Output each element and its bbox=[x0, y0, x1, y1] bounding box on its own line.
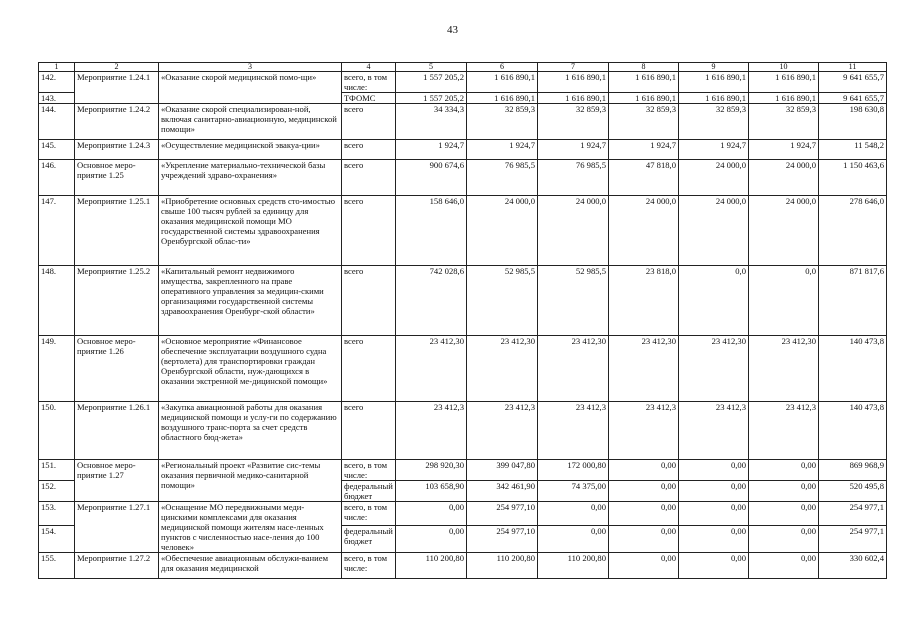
event-name-cell: «Обеспечение авиационным обслужи-ванием для оказания медицинской bbox=[159, 553, 342, 579]
row-number-cell: 154. bbox=[39, 526, 75, 553]
total-cell: 1 150 463,6 bbox=[819, 160, 887, 196]
funding-source-cell: всего bbox=[342, 140, 396, 160]
funding-source-cell: всего bbox=[342, 160, 396, 196]
year-value-cell: 24 000,0 bbox=[538, 196, 609, 266]
funding-source-cell: всего bbox=[342, 196, 396, 266]
column-header: 3 bbox=[159, 63, 342, 72]
year-value-cell: 342 461,90 bbox=[467, 481, 538, 502]
table-row bbox=[39, 160, 887, 196]
total-cell: 869 968,9 bbox=[819, 460, 887, 481]
event-name-cell: «Осуществление медицинской эвакуа-ции» bbox=[159, 140, 342, 160]
year-value-cell: 298 920,30 bbox=[396, 460, 467, 481]
year-value-cell: 24 000,0 bbox=[609, 196, 679, 266]
funding-source-cell: всего, в том числе: bbox=[342, 553, 396, 579]
total-cell: 330 602,4 bbox=[819, 553, 887, 579]
year-value-cell: 0,0 bbox=[749, 266, 819, 336]
total-cell: 278 646,0 bbox=[819, 196, 887, 266]
year-value-cell: 1 616 890,1 bbox=[749, 93, 819, 104]
event-cell: Мероприятие 1.24.1 bbox=[75, 72, 159, 104]
column-header: 10 bbox=[749, 63, 819, 72]
funding-source-cell: всего, в том числе: bbox=[342, 460, 396, 481]
year-value-cell: 0,00 bbox=[749, 481, 819, 502]
row-number-cell: 144. bbox=[39, 104, 75, 140]
year-value-cell: 24 000,0 bbox=[679, 160, 749, 196]
table-row bbox=[39, 266, 887, 336]
year-value-cell: 254 977,10 bbox=[467, 502, 538, 526]
event-cell: Мероприятие 1.26.1 bbox=[75, 402, 159, 460]
column-header: 4 bbox=[342, 63, 396, 72]
year-value-cell: 23 412,30 bbox=[396, 336, 467, 402]
event-cell: Основное меро-приятие 1.25 bbox=[75, 160, 159, 196]
table-row bbox=[39, 140, 887, 160]
table-row bbox=[39, 104, 887, 140]
total-cell: 9 641 655,7 bbox=[819, 93, 887, 104]
funding-source-cell: всего bbox=[342, 336, 396, 402]
funding-source-cell: всего bbox=[342, 402, 396, 460]
year-value-cell: 23 412,3 bbox=[749, 402, 819, 460]
year-value-cell: 0,00 bbox=[749, 460, 819, 481]
year-value-cell: 0,00 bbox=[609, 460, 679, 481]
year-value-cell: 0,00 bbox=[538, 526, 609, 553]
column-header: 8 bbox=[609, 63, 679, 72]
event-name-cell: «Капитальный ремонт недвижимого имущества, закрепленного на праве оперативного управления за медицин-скими организациями государственной системы здравоохранения Оренбург-ской области» bbox=[159, 266, 342, 336]
funding-source-cell: всего bbox=[342, 104, 396, 140]
year-value-cell: 24 000,0 bbox=[467, 196, 538, 266]
total-cell: 140 473,8 bbox=[819, 336, 887, 402]
table-row bbox=[39, 402, 887, 460]
row-number-cell: 150. bbox=[39, 402, 75, 460]
event-cell: Мероприятие 1.27.1 bbox=[75, 502, 159, 553]
year-value-cell: 1 616 890,1 bbox=[679, 93, 749, 104]
year-value-cell: 0,00 bbox=[679, 553, 749, 579]
row-number-cell: 142. bbox=[39, 72, 75, 93]
year-value-cell: 0,00 bbox=[679, 526, 749, 553]
event-name-cell: «Региональный проект «Развитие сис-темы оказания первичной медико-санитарной помощи» bbox=[159, 460, 342, 502]
event-cell: Основное меро-приятие 1.27 bbox=[75, 460, 159, 502]
year-value-cell: 23 412,3 bbox=[538, 402, 609, 460]
year-value-cell: 0,00 bbox=[609, 502, 679, 526]
year-value-cell: 0,00 bbox=[609, 553, 679, 579]
year-value-cell: 0,00 bbox=[538, 502, 609, 526]
year-value-cell: 0,0 bbox=[679, 266, 749, 336]
total-cell: 9 641 655,7 bbox=[819, 72, 887, 93]
table-row bbox=[39, 72, 887, 93]
year-value-cell: 1 557 205,2 bbox=[396, 93, 467, 104]
year-value-cell: 0,00 bbox=[749, 502, 819, 526]
event-name-cell: «Оказание скорой медицинской помо-щи» bbox=[159, 72, 342, 104]
table-row bbox=[39, 502, 887, 526]
year-value-cell: 0,00 bbox=[609, 526, 679, 553]
table-row bbox=[39, 460, 887, 481]
year-value-cell: 1 616 890,1 bbox=[609, 93, 679, 104]
column-header: 9 bbox=[679, 63, 749, 72]
event-cell: Основное меро-приятие 1.26 bbox=[75, 336, 159, 402]
year-value-cell: 900 674,6 bbox=[396, 160, 467, 196]
row-number-cell: 147. bbox=[39, 196, 75, 266]
year-value-cell: 32 859,3 bbox=[679, 104, 749, 140]
event-cell: Мероприятие 1.25.1 bbox=[75, 196, 159, 266]
year-value-cell: 23 412,30 bbox=[679, 336, 749, 402]
column-header: 1 bbox=[39, 63, 75, 72]
year-value-cell: 172 000,80 bbox=[538, 460, 609, 481]
event-name-cell: «Закупка авиационной работы для оказания медицинской помощи и услу-ги по содержанию воздушного транс-порта за счет средств областного бюд-жета» bbox=[159, 402, 342, 460]
funding-source-cell: всего bbox=[342, 266, 396, 336]
year-value-cell: 23 412,3 bbox=[467, 402, 538, 460]
year-value-cell: 76 985,5 bbox=[467, 160, 538, 196]
year-value-cell: 1 616 890,1 bbox=[679, 72, 749, 93]
year-value-cell: 0,00 bbox=[396, 502, 467, 526]
column-header: 7 bbox=[538, 63, 609, 72]
year-value-cell: 23 412,30 bbox=[749, 336, 819, 402]
funding-source-cell: всего, в том числе: bbox=[342, 72, 396, 93]
event-cell: Мероприятие 1.24.3 bbox=[75, 140, 159, 160]
year-value-cell: 1 616 890,1 bbox=[538, 93, 609, 104]
year-value-cell: 76 985,5 bbox=[538, 160, 609, 196]
total-cell: 11 548,2 bbox=[819, 140, 887, 160]
event-name-cell: «Оказание скорой специализирован-ной, включая санитарно-авиационную, медицинской помощи» bbox=[159, 104, 342, 140]
year-value-cell: 110 200,80 bbox=[467, 553, 538, 579]
funding-source-cell: ТФОМС bbox=[342, 93, 396, 104]
year-value-cell: 1 616 890,1 bbox=[467, 72, 538, 93]
year-value-cell: 23 412,30 bbox=[467, 336, 538, 402]
year-value-cell: 32 859,3 bbox=[609, 104, 679, 140]
year-value-cell: 1 616 890,1 bbox=[467, 93, 538, 104]
year-value-cell: 23 412,3 bbox=[609, 402, 679, 460]
row-number-cell: 145. bbox=[39, 140, 75, 160]
budget-table bbox=[38, 62, 887, 579]
total-cell: 520 495,8 bbox=[819, 481, 887, 502]
event-name-cell: «Оснащение МО передвижными меди-цинскими комплексами для оказания медицинской помощи жителям насе-ленных пунктов с численностью насе-ления до 100 человек» bbox=[159, 502, 342, 553]
year-value-cell: 1 616 890,1 bbox=[609, 72, 679, 93]
year-value-cell: 0,00 bbox=[396, 526, 467, 553]
column-header: 11 bbox=[819, 63, 887, 72]
year-value-cell: 34 334,3 bbox=[396, 104, 467, 140]
year-value-cell: 74 375,00 bbox=[538, 481, 609, 502]
table-row bbox=[39, 336, 887, 402]
event-name-cell: «Приобретение основных средств сто-имостью свыше 100 тысяч рублей за единицу для оказания медицинской помощи МО государственной системы здравоохранения Оренбургской облас-ти» bbox=[159, 196, 342, 266]
funding-source-cell: федеральный бюджет bbox=[342, 526, 396, 553]
year-value-cell: 110 200,80 bbox=[396, 553, 467, 579]
row-number-cell: 152. bbox=[39, 481, 75, 502]
year-value-cell: 47 818,0 bbox=[609, 160, 679, 196]
year-value-cell: 158 646,0 bbox=[396, 196, 467, 266]
year-value-cell: 23 412,30 bbox=[609, 336, 679, 402]
column-header: 2 bbox=[75, 63, 159, 72]
year-value-cell: 1 924,7 bbox=[538, 140, 609, 160]
funding-source-cell: всего, в том числе: bbox=[342, 502, 396, 526]
total-cell: 198 630,8 bbox=[819, 104, 887, 140]
year-value-cell: 0,00 bbox=[749, 526, 819, 553]
page-number: 43 bbox=[447, 24, 458, 36]
year-value-cell: 110 200,80 bbox=[538, 553, 609, 579]
year-value-cell: 52 985,5 bbox=[538, 266, 609, 336]
year-value-cell: 0,00 bbox=[679, 460, 749, 481]
event-cell: Мероприятие 1.24.2 bbox=[75, 104, 159, 140]
year-value-cell: 103 658,90 bbox=[396, 481, 467, 502]
year-value-cell: 32 859,3 bbox=[467, 104, 538, 140]
header-row bbox=[39, 63, 887, 72]
year-value-cell: 1 924,7 bbox=[396, 140, 467, 160]
column-header: 6 bbox=[467, 63, 538, 72]
year-value-cell: 1 616 890,1 bbox=[538, 72, 609, 93]
year-value-cell: 0,00 bbox=[749, 553, 819, 579]
total-cell: 871 817,6 bbox=[819, 266, 887, 336]
event-name-cell: «Основное мероприятие «Финансовое обеспечение эксплуатации воздушного судна (вертолета) для транспортировки граждан Оренбургской области, нуж-дающихся в оказании экстренной ме-дицинской помощи» bbox=[159, 336, 342, 402]
year-value-cell: 1 924,7 bbox=[679, 140, 749, 160]
year-value-cell: 32 859,3 bbox=[749, 104, 819, 140]
total-cell: 140 473,8 bbox=[819, 402, 887, 460]
event-cell: Мероприятие 1.25.2 bbox=[75, 266, 159, 336]
year-value-cell: 1 924,7 bbox=[609, 140, 679, 160]
row-number-cell: 151. bbox=[39, 460, 75, 481]
year-value-cell: 23 412,3 bbox=[679, 402, 749, 460]
year-value-cell: 52 985,5 bbox=[467, 266, 538, 336]
table-row bbox=[39, 196, 887, 266]
year-value-cell: 24 000,0 bbox=[749, 196, 819, 266]
year-value-cell: 23 818,0 bbox=[609, 266, 679, 336]
row-number-cell: 143. bbox=[39, 93, 75, 104]
row-number-cell: 153. bbox=[39, 502, 75, 526]
year-value-cell: 0,00 bbox=[679, 481, 749, 502]
year-value-cell: 24 000,0 bbox=[749, 160, 819, 196]
year-value-cell: 1 616 890,1 bbox=[749, 72, 819, 93]
year-value-cell: 23 412,3 bbox=[396, 402, 467, 460]
year-value-cell: 0,00 bbox=[609, 481, 679, 502]
row-number-cell: 148. bbox=[39, 266, 75, 336]
row-number-cell: 155. bbox=[39, 553, 75, 579]
funding-source-cell: федеральный бюджет bbox=[342, 481, 396, 502]
event-name-cell: «Укрепление материально-технической базы учреждений здраво-охранения» bbox=[159, 160, 342, 196]
year-value-cell: 254 977,10 bbox=[467, 526, 538, 553]
year-value-cell: 23 412,30 bbox=[538, 336, 609, 402]
year-value-cell: 0,00 bbox=[679, 502, 749, 526]
year-value-cell: 24 000,0 bbox=[679, 196, 749, 266]
total-cell: 254 977,1 bbox=[819, 502, 887, 526]
table-row bbox=[39, 553, 887, 579]
event-cell: Мероприятие 1.27.2 bbox=[75, 553, 159, 579]
year-value-cell: 742 028,6 bbox=[396, 266, 467, 336]
row-number-cell: 149. bbox=[39, 336, 75, 402]
year-value-cell: 1 557 205,2 bbox=[396, 72, 467, 93]
year-value-cell: 399 047,80 bbox=[467, 460, 538, 481]
row-number-cell: 146. bbox=[39, 160, 75, 196]
column-header: 5 bbox=[396, 63, 467, 72]
year-value-cell: 1 924,7 bbox=[467, 140, 538, 160]
year-value-cell: 1 924,7 bbox=[749, 140, 819, 160]
total-cell: 254 977,1 bbox=[819, 526, 887, 553]
year-value-cell: 32 859,3 bbox=[538, 104, 609, 140]
